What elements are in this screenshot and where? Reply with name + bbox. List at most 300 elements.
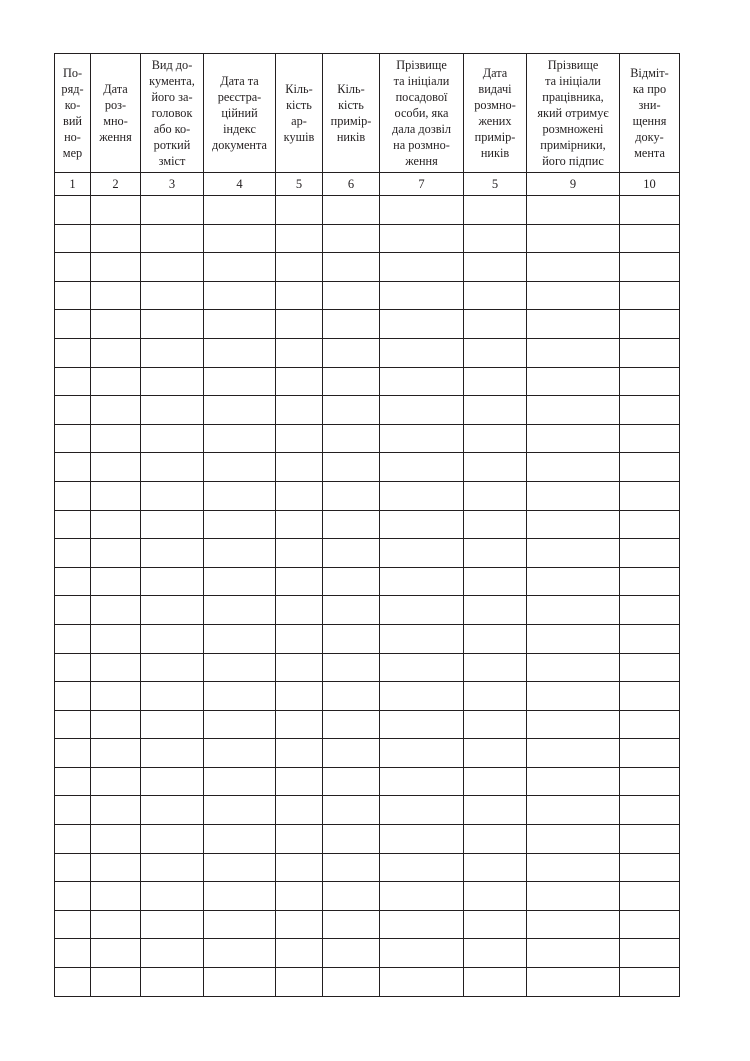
register-entry-cell [91,253,141,282]
register-entry-cell [464,196,527,225]
register-entry-cell [380,281,464,310]
register-entry-cell [141,682,204,711]
register-entry-cell [204,682,276,711]
register-entry-cell [323,253,380,282]
register-entry-cell [620,367,680,396]
column-header-label: Дата та реєстра- ційний індекс документа [212,74,267,152]
register-entry-cell [141,968,204,997]
register-entry-cell [620,624,680,653]
register-entry-cell [464,396,527,425]
register-entry-cell [276,224,323,253]
register-entry-cell [464,539,527,568]
register-entry-cell [323,682,380,711]
register-entry-cell [55,510,91,539]
column-number: 10 [620,173,680,196]
register-entry-cell [380,253,464,282]
register-entry-cell [141,910,204,939]
register-entry-row [55,853,680,882]
register-entry-cell [55,596,91,625]
register-entry-cell [620,682,680,711]
register-entry-cell [620,910,680,939]
register-entry-cell [141,710,204,739]
register-entry-cell [464,481,527,510]
register-entry-cell [91,481,141,510]
register-entry-cell [380,853,464,882]
column-number: 5 [276,173,323,196]
register-entry-row [55,367,680,396]
register-entry-cell [380,196,464,225]
register-entry-cell [323,310,380,339]
column-header-destruction-mark [620,54,680,173]
register-entry-cell [141,739,204,768]
column-number: 5 [464,173,527,196]
register-entry-cell [464,596,527,625]
register-entry-cell [380,367,464,396]
register-entry-cell [141,796,204,825]
column-header-label: Дата роз- мно- ження [99,82,132,144]
register-entry-row [55,510,680,539]
register-entry-cell [204,367,276,396]
register-entry-cell [55,196,91,225]
register-entry-cell [141,653,204,682]
register-entry-cell [464,310,527,339]
register-entry-cell [527,910,620,939]
register-entry-cell [620,653,680,682]
register-entry-cell [323,338,380,367]
register-entry-cell [55,767,91,796]
register-entry-cell [55,338,91,367]
register-entry-cell [276,682,323,711]
register-entry-cell [276,968,323,997]
column-header-label: По- ряд- ко- вий но- мер [61,66,84,160]
register-entry-cell [91,796,141,825]
register-entry-cell [141,853,204,882]
register-entry-cell [55,939,91,968]
register-entry-cell [91,596,141,625]
column-header-label: Дата видачі розмно- жених примір- ників [474,66,516,160]
register-entry-cell [91,853,141,882]
register-entry-cell [204,624,276,653]
register-entry-cell [464,882,527,911]
register-entry-cell [620,567,680,596]
register-entry-cell [380,510,464,539]
register-entry-cell [204,939,276,968]
register-entry-cell [620,281,680,310]
register-entry-cell [620,968,680,997]
column-number: 1 [55,173,91,196]
register-entry-cell [276,453,323,482]
register-entry-cell [204,338,276,367]
register-entry-row [55,682,680,711]
register-entry-row [55,910,680,939]
register-entry-cell [91,682,141,711]
register-entry-cell [204,481,276,510]
register-entry-cell [141,424,204,453]
register-entry-cell [323,739,380,768]
register-entry-cell [323,567,380,596]
register-entry-cell [527,224,620,253]
register-entry-cell [323,596,380,625]
register-entry-row [55,653,680,682]
register-entry-cell [276,767,323,796]
register-entry-cell [55,882,91,911]
register-entry-cell [276,939,323,968]
register-entry-cell [276,882,323,911]
register-entry-cell [527,796,620,825]
register-entry-cell [55,653,91,682]
column-header-sheet-count [276,54,323,173]
register-entry-cell [276,710,323,739]
register-entry-cell [527,453,620,482]
register-entry-cell [620,596,680,625]
register-entry-cell [380,710,464,739]
register-entry-cell [464,939,527,968]
register-entry-cell [527,939,620,968]
register-entry-cell [380,739,464,768]
register-entry-cell [91,224,141,253]
register-entry-cell [204,739,276,768]
register-entry-cell [141,825,204,854]
register-entry-cell [141,510,204,539]
register-entry-cell [380,939,464,968]
register-entry-cell [380,424,464,453]
register-entry-cell [620,196,680,225]
register-entry-cell [323,281,380,310]
register-entry-cell [620,253,680,282]
register-entry-cell [141,767,204,796]
register-entry-cell [323,539,380,568]
register-entry-cell [380,396,464,425]
register-entry-cell [141,624,204,653]
register-entry-cell [620,796,680,825]
register-entry-cell [55,253,91,282]
register-entry-cell [91,510,141,539]
register-entry-cell [55,539,91,568]
register-entry-cell [464,281,527,310]
register-entry-row [55,253,680,282]
register-entry-cell [464,767,527,796]
register-entry-cell [527,396,620,425]
register-entry-cell [91,196,141,225]
register-entry-cell [55,310,91,339]
register-entry-cell [527,481,620,510]
register-entry-row [55,539,680,568]
register-entry-row [55,338,680,367]
register-entry-cell [204,510,276,539]
register-entry-cell [91,882,141,911]
register-entry-cell [620,396,680,425]
register-entry-cell [276,853,323,882]
register-entry-cell [527,510,620,539]
column-header-copy-count [323,54,380,173]
column-header-label: Відміт- ка про зни- щення доку- мента [630,66,669,160]
register-entry-cell [141,596,204,625]
column-header-issue-date [464,54,527,173]
register-entry-cell [55,453,91,482]
register-entry-cell [323,453,380,482]
register-entry-cell [527,539,620,568]
register-entry-cell [323,396,380,425]
register-entry-cell [464,853,527,882]
register-entry-row [55,310,680,339]
register-entry-row [55,825,680,854]
register-entry-cell [204,196,276,225]
register-entry-cell [204,396,276,425]
register-entry-cell [323,196,380,225]
register-entry-cell [91,396,141,425]
register-entry-cell [204,281,276,310]
column-number: 3 [141,173,204,196]
column-header-document-type [141,54,204,173]
register-entry-cell [204,910,276,939]
register-entry-cell [91,653,141,682]
register-entry-row [55,567,680,596]
register-entry-cell [91,710,141,739]
register-entry-cell [91,739,141,768]
register-entry-cell [141,567,204,596]
register-entry-cell [380,910,464,939]
register-entry-cell [141,224,204,253]
register-entry-cell [204,968,276,997]
register-entry-row [55,968,680,997]
register-entry-cell [323,367,380,396]
register-entry-cell [276,825,323,854]
register-entry-cell [527,767,620,796]
register-entry-cell [91,424,141,453]
register-entry-cell [464,453,527,482]
register-entry-row [55,424,680,453]
register-entry-cell [276,596,323,625]
register-entry-cell [323,424,380,453]
register-entry-cell [464,739,527,768]
register-entry-cell [380,796,464,825]
column-header-authorizing-official [380,54,464,173]
column-number: 7 [380,173,464,196]
register-entry-cell [464,682,527,711]
register-entry-cell [464,338,527,367]
register-entry-cell [620,338,680,367]
register-entry-cell [55,825,91,854]
register-entry-cell [527,853,620,882]
column-header-label: Прізвище та ініціали працівника, який отримує розмножені примірники, його підпис [537,58,609,168]
register-entry-cell [464,710,527,739]
register-entry-cell [527,338,620,367]
register-entry-cell [204,253,276,282]
register-entry-cell [204,424,276,453]
register-entry-cell [55,396,91,425]
register-entry-cell [380,453,464,482]
register-entry-cell [55,367,91,396]
register-entry-cell [527,825,620,854]
register-entry-cell [380,682,464,711]
register-entry-cell [141,196,204,225]
register-entry-row [55,224,680,253]
register-entry-cell [380,767,464,796]
column-header-recipient [527,54,620,173]
register-entry-cell [323,853,380,882]
register-entry-cell [380,882,464,911]
register-entry-cell [276,367,323,396]
column-header-date-and-index [204,54,276,173]
register-entry-cell [55,910,91,939]
register-entry-cell [527,624,620,653]
column-header-serial-number [55,54,91,173]
register-entry-cell [91,310,141,339]
register-entry-cell [464,367,527,396]
register-entry-cell [91,567,141,596]
register-entry-cell [380,481,464,510]
register-entry-cell [323,882,380,911]
register-entry-cell [323,481,380,510]
register-entry-cell [464,968,527,997]
register-entry-cell [527,882,620,911]
register-entry-cell [620,939,680,968]
register-entry-cell [527,424,620,453]
column-header-reproduction-date [91,54,141,173]
register-entry-cell [380,624,464,653]
register-entry-cell [141,539,204,568]
register-entry-cell [141,396,204,425]
register-entry-cell [204,796,276,825]
register-entry-cell [323,910,380,939]
register-entry-cell [464,624,527,653]
register-entry-cell [620,224,680,253]
register-entry-cell [527,968,620,997]
column-header-row [55,54,680,173]
register-entry-cell [276,338,323,367]
register-entry-cell [527,653,620,682]
register-entry-cell [91,767,141,796]
register-entry-row [55,624,680,653]
register-entry-cell [91,367,141,396]
register-entry-cell [527,196,620,225]
register-entry-cell [276,567,323,596]
register-entry-cell [204,567,276,596]
register-entry-cell [620,767,680,796]
register-entry-cell [276,281,323,310]
register-entry-cell [323,224,380,253]
register-entry-cell [464,796,527,825]
register-entry-cell [55,281,91,310]
register-entry-cell [55,424,91,453]
register-entry-cell [55,224,91,253]
column-header-label: Вид до- кумента, його за- головок або ко- роткий зміст [149,58,195,168]
register-entry-row [55,481,680,510]
register-entry-cell [204,710,276,739]
register-entry-row [55,396,680,425]
register-entry-row [55,453,680,482]
register-entry-cell [323,767,380,796]
register-entry-cell [276,624,323,653]
register-entry-cell [276,539,323,568]
register-entry-cell [323,510,380,539]
register-entry-row [55,739,680,768]
register-entry-cell [55,739,91,768]
register-entry-cell [141,367,204,396]
register-entry-cell [464,224,527,253]
register-entry-cell [276,481,323,510]
register-entry-cell [620,424,680,453]
register-entry-cell [276,253,323,282]
register-entry-cell [91,968,141,997]
register-entry-cell [380,310,464,339]
register-entry-cell [620,710,680,739]
register-entry-cell [141,481,204,510]
register-entry-cell [91,338,141,367]
register-entry-cell [276,910,323,939]
reproduction-register-table [54,53,680,997]
register-entry-cell [204,825,276,854]
register-entry-cell [141,939,204,968]
register-entry-cell [91,281,141,310]
register-entry-cell [55,796,91,825]
register-entry-cell [323,710,380,739]
register-entry-cell [464,910,527,939]
column-number-row [55,173,680,196]
register-entry-cell [204,453,276,482]
register-entry-cell [276,310,323,339]
register-entry-cell [380,224,464,253]
register-entry-cell [380,968,464,997]
register-entry-cell [380,596,464,625]
register-entry-row [55,196,680,225]
register-entry-cell [204,224,276,253]
register-entry-cell [380,825,464,854]
register-entry-cell [620,825,680,854]
register-entry-cell [204,596,276,625]
register-entry-cell [276,739,323,768]
register-entry-cell [55,710,91,739]
register-entry-cell [527,682,620,711]
register-entry-cell [91,910,141,939]
register-entry-cell [276,796,323,825]
register-entry-cell [380,338,464,367]
register-entry-cell [276,424,323,453]
column-header-label: Кіль- кість ар- кушів [283,82,315,144]
column-number: 9 [527,173,620,196]
register-entry-cell [527,710,620,739]
register-entry-cell [620,481,680,510]
register-entry-row [55,710,680,739]
register-entry-cell [141,338,204,367]
register-entry-cell [141,453,204,482]
column-number: 2 [91,173,141,196]
register-entry-cell [464,653,527,682]
register-entry-cell [276,510,323,539]
register-entry-cell [55,968,91,997]
register-entry-row [55,882,680,911]
register-entry-cell [141,281,204,310]
register-entry-cell [276,653,323,682]
register-entry-cell [464,253,527,282]
register-entry-row [55,596,680,625]
register-entry-row [55,939,680,968]
register-entry-cell [276,196,323,225]
register-entry-cell [141,310,204,339]
register-entry-cell [141,882,204,911]
register-entry-cell [527,253,620,282]
register-entry-cell [323,968,380,997]
register-entry-cell [620,882,680,911]
register-entry-cell [323,653,380,682]
register-entry-cell [527,567,620,596]
column-header-label: Кіль- кість примір- ників [330,82,372,144]
register-entry-cell [91,453,141,482]
register-entry-row [55,281,680,310]
column-number: 6 [323,173,380,196]
register-entry-cell [55,624,91,653]
register-entry-cell [55,682,91,711]
